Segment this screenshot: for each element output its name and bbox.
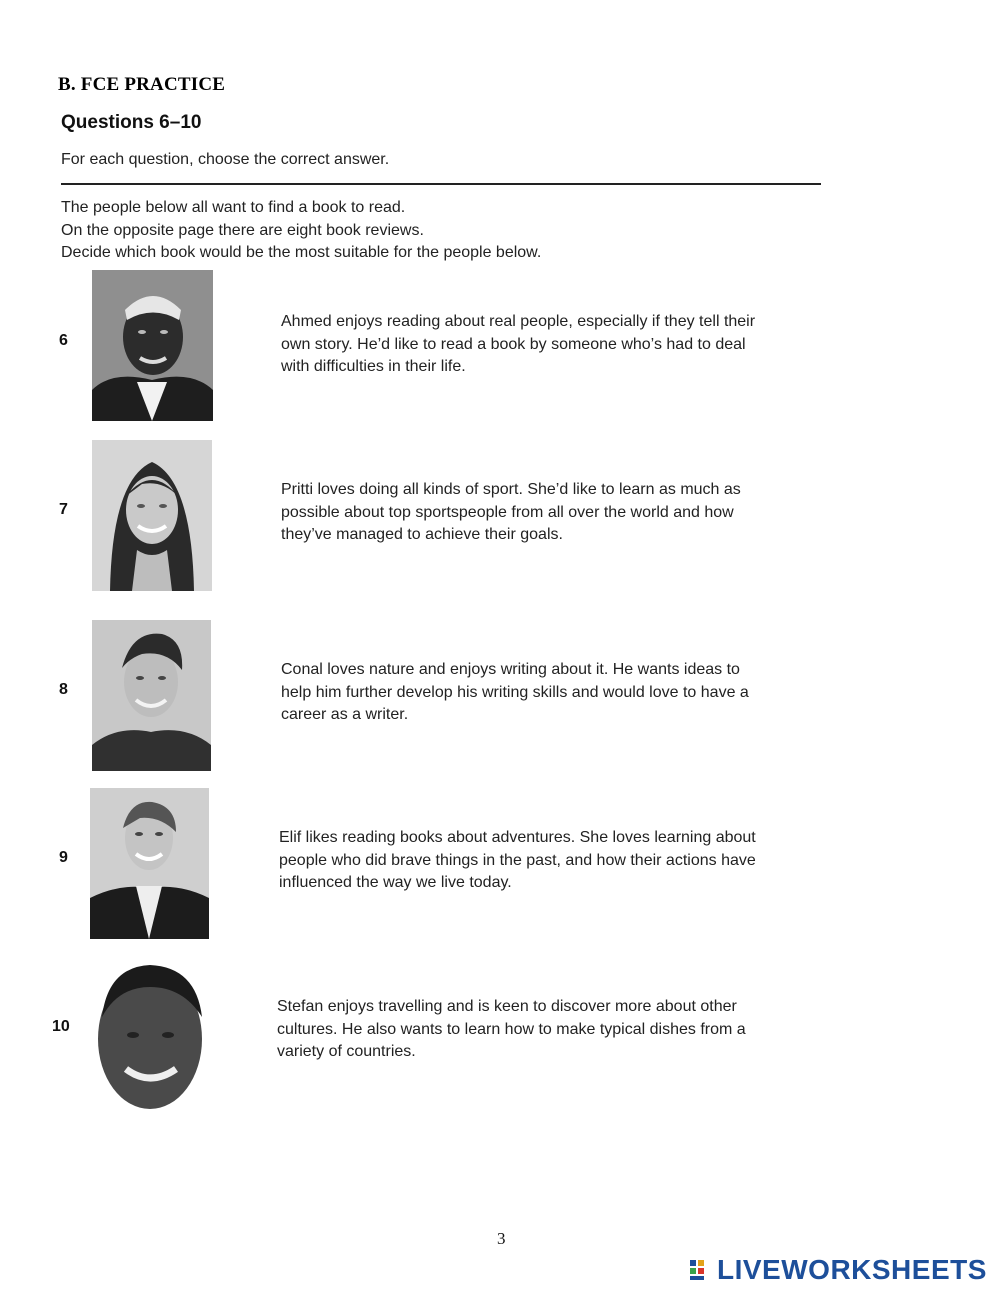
description-line: influenced the way we live today.	[279, 874, 512, 891]
questions-heading: Questions 6–10	[61, 112, 202, 133]
person-description	[279, 827, 824, 895]
instruction: For each question, choose the correct answer.	[61, 151, 390, 168]
description-line: Conal loves nature and enjoys writing about it. He wants ideas to	[281, 661, 740, 678]
person-item-10	[0, 957, 1000, 1117]
question-number: 6	[59, 332, 68, 349]
page-number: 3	[497, 1229, 506, 1248]
description-line: possible about top sportspeople from all over the world and how	[281, 503, 734, 521]
description-line: Stefan enjoys travelling and is keen to discover more about other	[277, 998, 737, 1015]
liveworksheets-icon	[690, 1258, 714, 1282]
divider	[61, 183, 821, 185]
description-line: own story. He’d like to read a book by someone who’s had to deal	[281, 335, 746, 353]
description-line: Pritti loves doing all kinds of sport. She’d like to learn as much as	[281, 481, 741, 498]
question-number: 9	[59, 849, 68, 866]
question-number: 8	[59, 681, 68, 698]
intro-line: On the opposite page there are eight book reviews.	[61, 221, 424, 239]
person-description	[281, 311, 826, 379]
person-description	[281, 479, 826, 547]
intro-line: The people below all want to find a book to read.	[61, 199, 406, 216]
description-line: help him further develop his writing skills and would love to have a	[281, 683, 749, 701]
description-line: Elif likes reading books about adventures. She loves learning about	[279, 829, 756, 846]
description-line: career as a writer.	[281, 706, 409, 723]
liveworksheets-logo	[690, 1254, 987, 1286]
description-line: Ahmed enjoys reading about real people, especially if they tell their	[281, 313, 756, 330]
person-photo	[92, 620, 211, 771]
person-photo	[90, 788, 209, 939]
question-number: 7	[59, 501, 68, 518]
description-line: with difficulties in their life.	[281, 358, 466, 375]
person-item-9	[0, 788, 1000, 948]
question-number: 10	[52, 1018, 70, 1035]
person-item-8	[0, 620, 1000, 780]
person-item-7	[0, 440, 1000, 600]
section-title: B. FCE PRACTICE	[58, 74, 226, 95]
description-line: cultures. He also wants to learn how to make typical dishes from a	[277, 1020, 746, 1038]
person-photo	[88, 957, 210, 1109]
description-line: they’ve managed to achieve their goals.	[281, 526, 563, 543]
logo-text: LIVEWORKSHEETS	[717, 1254, 987, 1285]
description-line: variety of countries.	[277, 1043, 416, 1060]
intro-line: Decide which book would be the most suitable for the people below.	[61, 244, 542, 261]
person-photo	[92, 270, 213, 421]
person-description	[277, 996, 822, 1064]
person-photo	[92, 440, 212, 591]
person-description	[281, 659, 826, 727]
person-item-6	[0, 270, 1000, 430]
intro-text	[61, 197, 761, 265]
description-line: people who did brave things in the past, and how their actions have	[279, 851, 756, 869]
